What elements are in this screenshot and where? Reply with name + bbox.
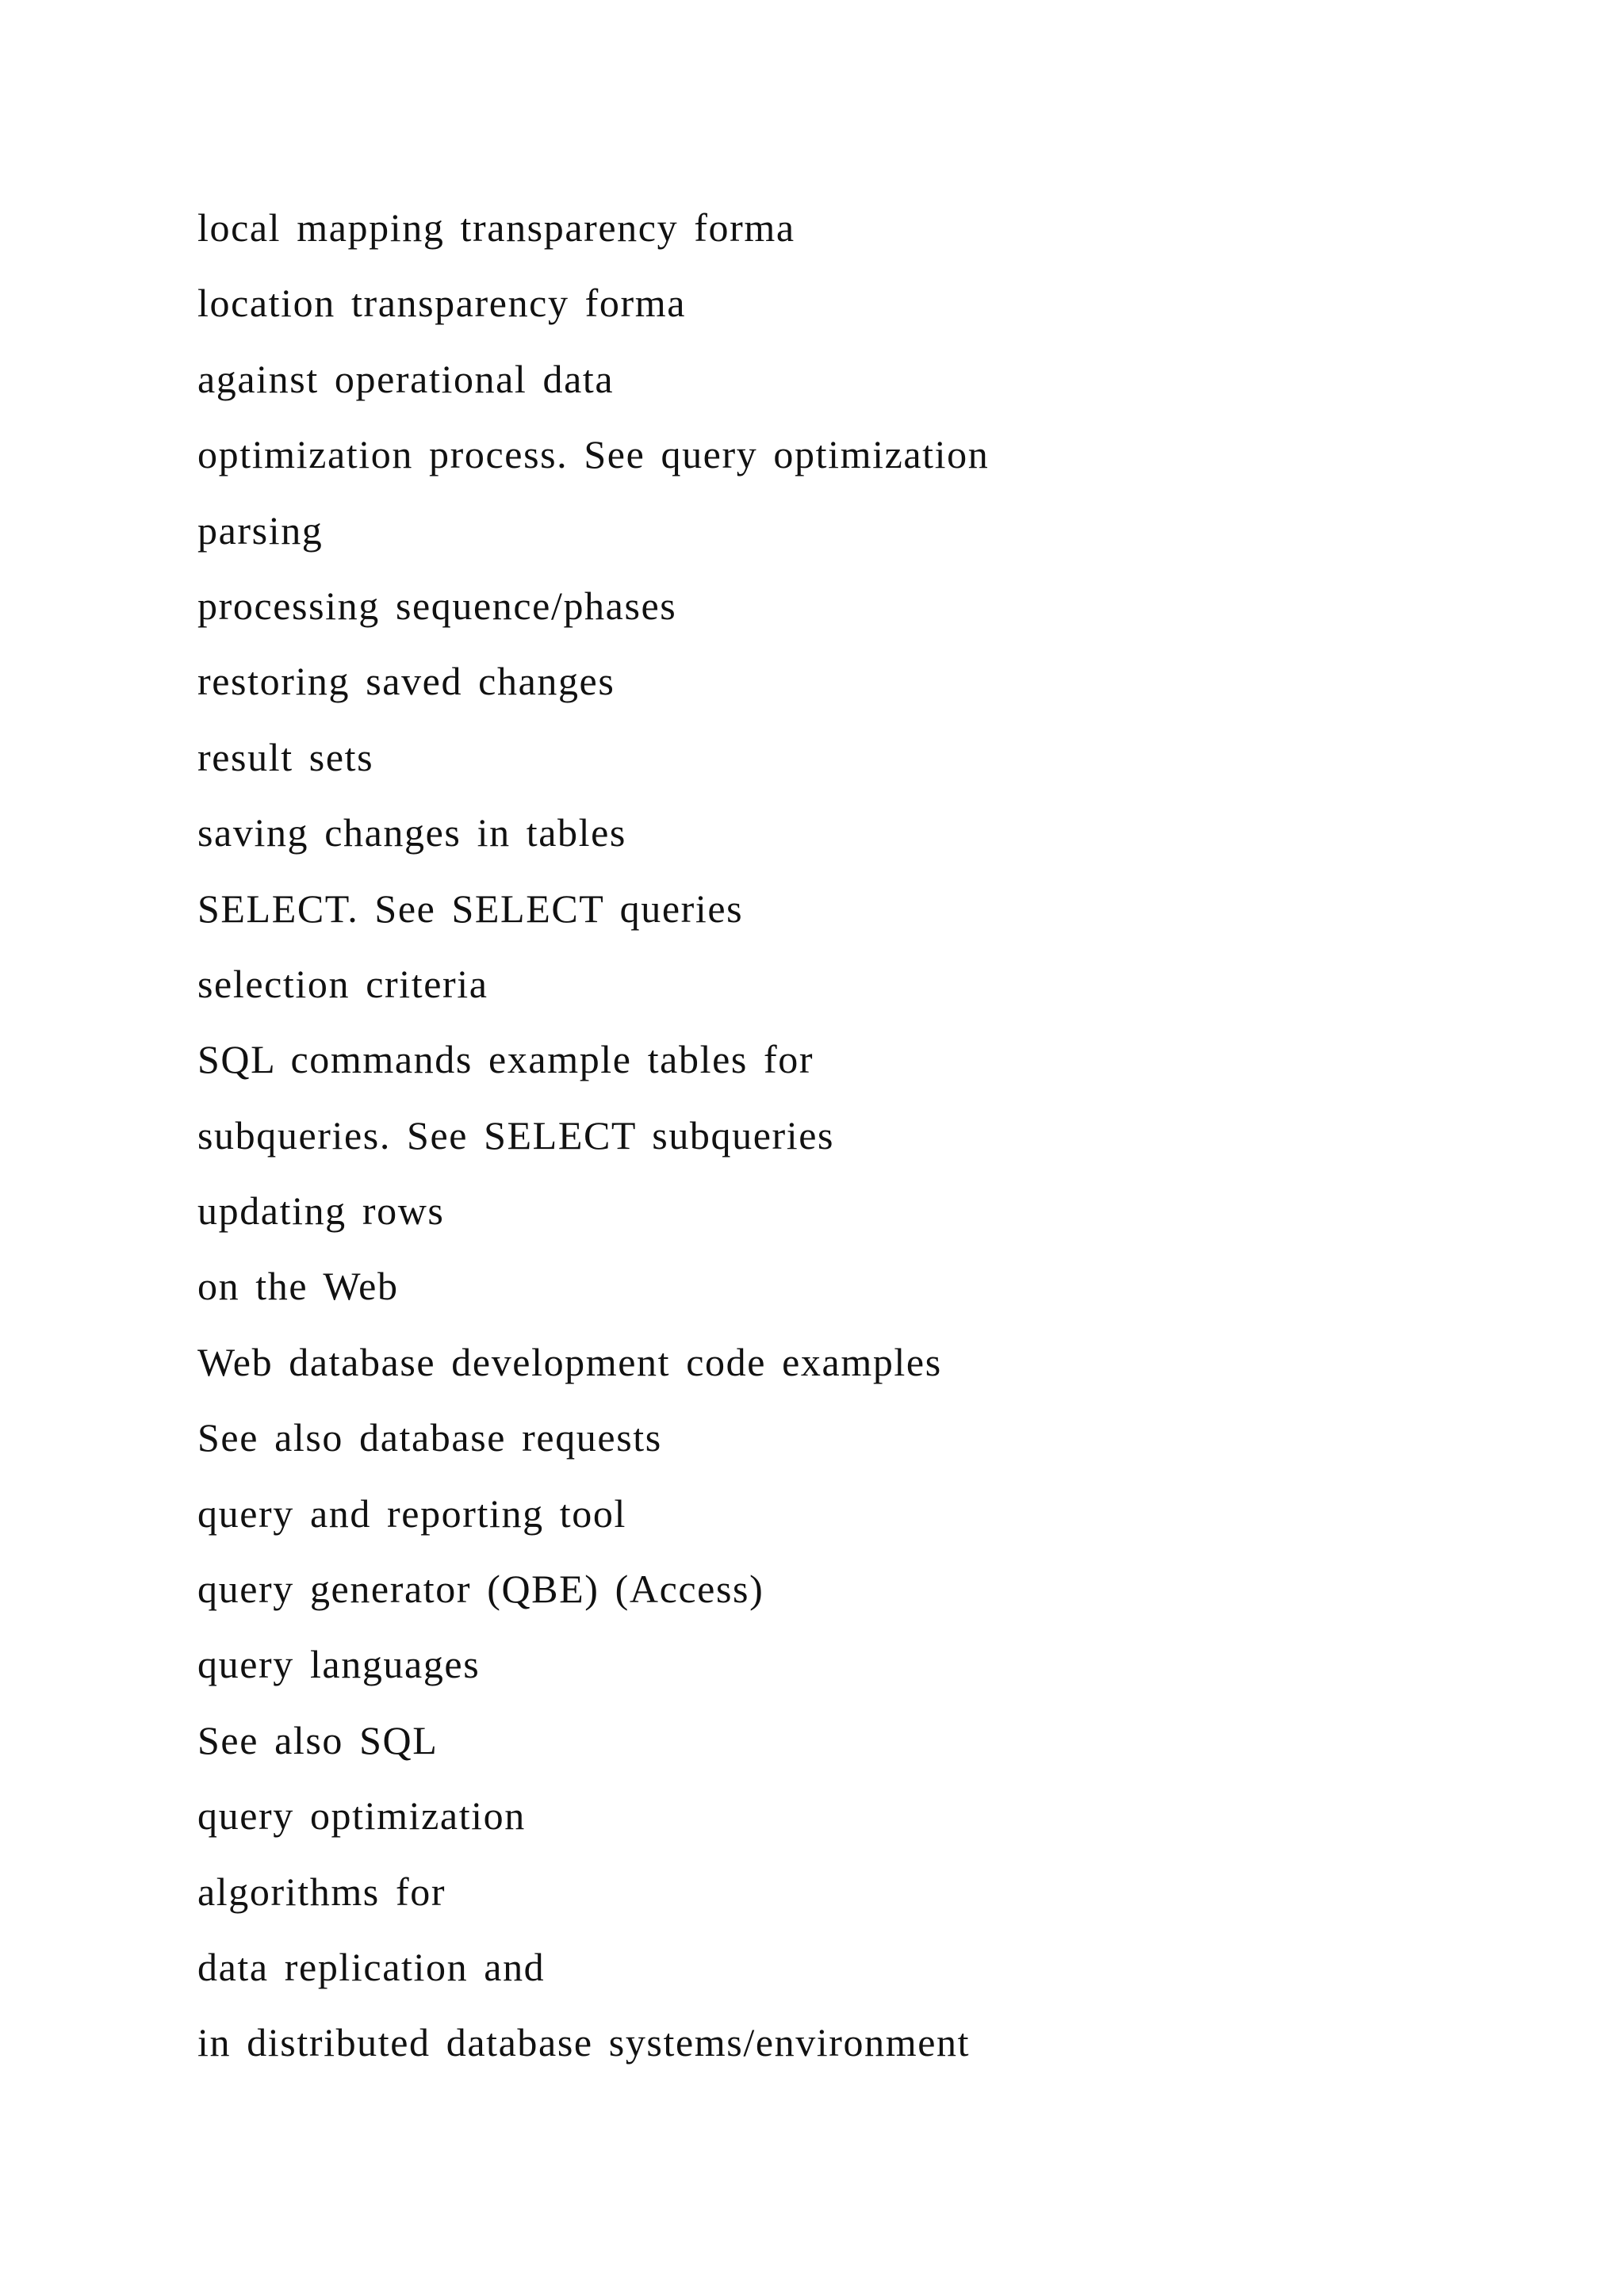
index-entry: See also database requests <box>197 1415 662 1460</box>
index-entry: against operational data <box>197 356 615 401</box>
index-entry: optimization process. See query optimization <box>197 432 990 477</box>
index-entry: query optimization <box>197 1793 526 1839</box>
index-entry-list <box>197 190 1466 2081</box>
index-entry: on the Web <box>197 1264 399 1309</box>
index-entry: SQL commands example tables for <box>197 1037 814 1082</box>
index-entry: subqueries. See SELECT subqueries <box>197 1112 835 1158</box>
index-entry: updating rows <box>197 1188 445 1234</box>
index-entry: data replication and <box>197 1944 546 1989</box>
index-entry: See also SQL <box>197 1717 439 1762</box>
index-entry: parsing <box>197 507 324 553</box>
index-entry: Web database development code examples <box>197 1339 942 1384</box>
index-entry: result sets <box>197 734 374 779</box>
index-entry: restoring saved changes <box>197 659 615 704</box>
index-entry: in distributed database systems/environment <box>197 2020 971 2065</box>
index-entry: query generator (QBE) (Access) <box>197 1567 764 1612</box>
index-entry: local mapping transparency forma <box>197 205 795 250</box>
index-entry: query languages <box>197 1642 481 1687</box>
index-entry: SELECT. See SELECT queries <box>197 886 744 931</box>
index-entry: query and reporting tool <box>197 1490 626 1536</box>
index-entry: selection criteria <box>197 961 488 1006</box>
index-entry: location transparency forma <box>197 281 687 326</box>
index-entry: processing sequence/phases <box>197 583 677 628</box>
index-entry: algorithms for <box>197 1869 446 1914</box>
index-entry: saving changes in tables <box>197 810 626 855</box>
